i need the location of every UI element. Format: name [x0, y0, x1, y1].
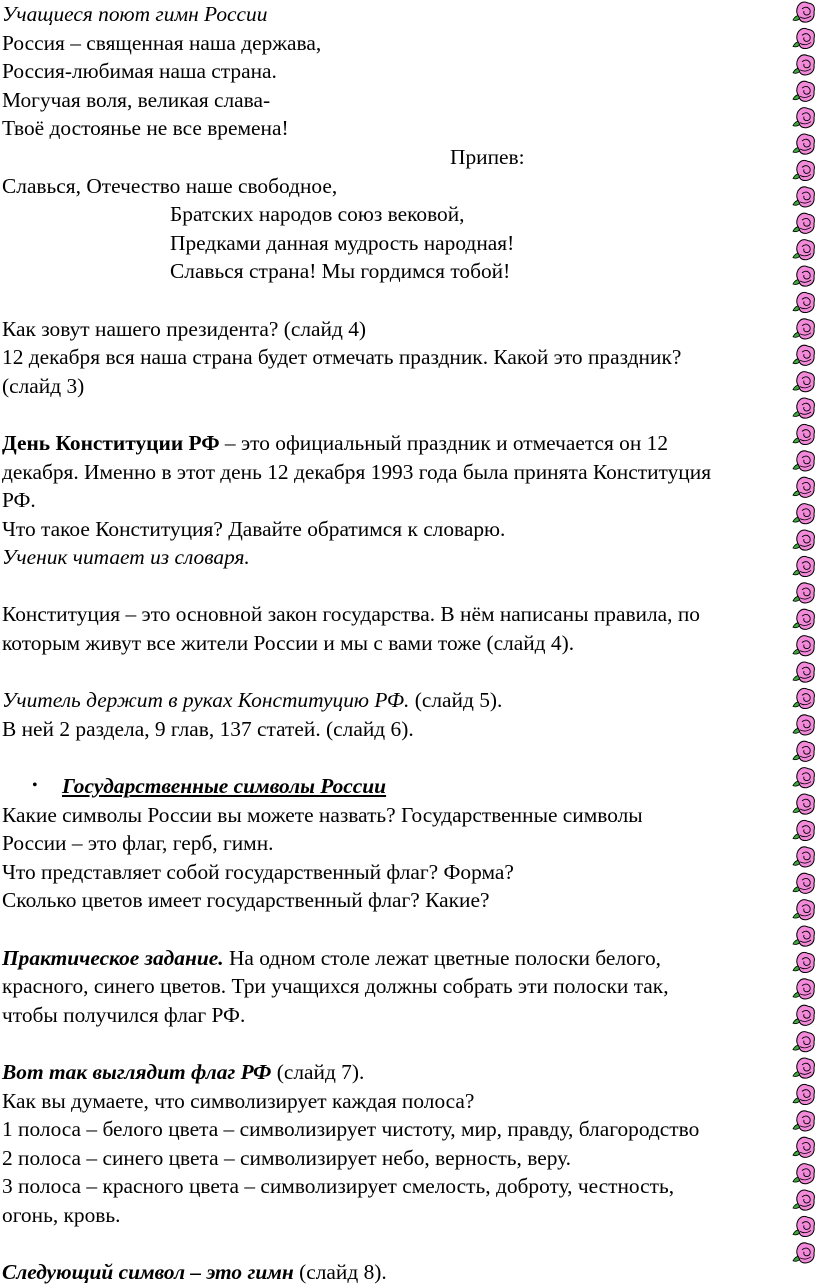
stripe-blue: 2 полоса – синего цвета – символизирует небо, верность, веру. — [2, 1145, 572, 1170]
constitution-definition-line-2: которым живут все жители России и мы с вами тоже (слайд 4). — [2, 631, 575, 656]
chorus-label: Припев: — [450, 144, 525, 169]
practical-task-line-2: красного, синего цветов. Три учащихся должны собрать эти полоски так, — [2, 974, 669, 999]
chorus-line-3: Предками данная мудрость народная! — [170, 230, 515, 255]
rose-icon — [793, 81, 814, 101]
constitution-day-line-3: РФ. — [2, 488, 36, 513]
rose-icon — [793, 688, 814, 708]
chorus-line-4: Славься страна! Мы гордимся тобой! — [170, 259, 511, 284]
rose-icon — [793, 741, 814, 761]
teacher-slide-ref: (слайд 5). — [409, 688, 503, 713]
rose-icon — [793, 160, 814, 180]
rose-icon — [793, 900, 814, 920]
anthem-verse-line-3: Могучая воля, великая слава- — [2, 87, 271, 112]
rose-icon — [793, 979, 814, 999]
stage-direction-dictionary: Ученик читает из словаря. — [2, 545, 250, 570]
rose-icon — [793, 424, 814, 444]
spacer — [2, 1230, 792, 1259]
rose-icon — [793, 134, 814, 154]
constitution-structure: В ней 2 раздела, 9 глав, 137 статей. (слайд 6). — [2, 716, 414, 741]
spacer — [2, 400, 792, 429]
rose-icon — [793, 820, 814, 840]
rose-icon — [793, 530, 814, 550]
rose-icon — [793, 504, 814, 524]
spacer — [2, 743, 792, 772]
rose-icon — [793, 187, 814, 207]
symbols-question-line-1: Какие символы России вы можете назвать? Государственные символы — [2, 802, 643, 827]
rose-icon — [793, 1084, 814, 1104]
rose-icon — [793, 477, 814, 497]
rose-icon — [793, 794, 814, 814]
rose-icon — [793, 345, 814, 365]
rose-icon — [793, 398, 814, 418]
rose-icon — [793, 1216, 814, 1236]
spacer — [2, 286, 792, 315]
rose-icon — [793, 2, 814, 22]
next-symbol-term: Следующий символ – это гимн — [2, 1260, 294, 1285]
rose-icon — [793, 1032, 814, 1052]
flag-looks-like-term: Вот так выглядит флаг РФ — [2, 1059, 272, 1084]
rose-icon — [793, 108, 814, 128]
rose-icon — [793, 372, 814, 392]
teacher-direction: Учитель держит в руках Конституцию РФ. — [2, 688, 410, 713]
question-constitution: Что такое Конституция? Давайте обратимся к словарю. — [2, 516, 506, 541]
rose-icon — [793, 847, 814, 867]
anthem-verse-line-4: Твоё достоянье не все времена! — [2, 116, 289, 141]
stripe-question: Как вы думаете, что символизирует каждая полоса? — [2, 1088, 475, 1113]
constitution-day-line-2: декабря. Именно в этот день 12 декабря 1993 года была принята Конституция — [2, 459, 712, 484]
chorus-line-2: Братских народов союз вековой, — [170, 202, 465, 227]
constitution-day-paragraph — [2, 429, 792, 458]
practical-task-line-3: чтобы получился флаг РФ. — [2, 1002, 246, 1027]
rose-icon — [793, 1005, 814, 1025]
rose-icon — [793, 1243, 814, 1263]
rose-border — [790, 0, 816, 1266]
rose-icon — [793, 1164, 814, 1184]
rose-icon — [793, 266, 814, 286]
question-holiday: 12 декабря вся наша страна будет отмечать праздник. Какой это праздник? — [2, 345, 682, 370]
constitution-day-text: – это официальный праздник и отмечается он 12 — [219, 430, 669, 455]
rose-icon — [793, 952, 814, 972]
flag-looks-like — [2, 1058, 792, 1087]
anthem-verse-line-2: Россия-любимая наша страна. — [2, 59, 277, 84]
spacer — [2, 572, 792, 601]
practical-task-text: На одном столе лежат цветные полоски белого, — [223, 945, 662, 970]
chorus-line-1: Славься, Отечество наше свободное, — [2, 173, 338, 198]
rose-icon — [793, 319, 814, 339]
rose-icon — [793, 768, 814, 788]
rose-icon — [793, 28, 814, 48]
rose-icon — [793, 1190, 814, 1210]
rose-icon — [793, 926, 814, 946]
rose-icon — [793, 213, 814, 233]
rose-icon — [793, 715, 814, 735]
rose-icon — [793, 662, 814, 682]
rose-icon — [793, 55, 814, 75]
spacer — [2, 1029, 792, 1058]
constitution-definition-line-1: Конституция – это основной закон государства. В нём написаны правила, по — [2, 602, 701, 627]
document-body — [2, 0, 792, 1287]
bullet-icon: • — [32, 777, 38, 795]
stage-direction-anthem: Учащиеся поют гимн России — [2, 2, 268, 26]
rose-icon — [793, 609, 814, 629]
flag-question-shape: Что представляет собой государственный флаг? Форма? — [2, 859, 514, 884]
symbols-question-line-2: России – это флаг, герб, гимн. — [2, 831, 274, 856]
rose-icon — [793, 873, 814, 893]
question-holiday-slide: (слайд 3) — [2, 373, 85, 398]
practical-task-line-1 — [2, 944, 792, 973]
rose-icon — [793, 1137, 814, 1157]
rose-icon — [793, 240, 814, 260]
next-symbol-anthem — [2, 1258, 792, 1287]
rose-icon — [793, 1058, 814, 1078]
stripe-red-line-1: 3 полоса – красного цвета – символизирует смелость, доброту, честность, — [2, 1174, 675, 1199]
question-president: Как зовут нашего президента? (слайд 4) — [2, 316, 367, 341]
rose-border-art — [790, 0, 816, 1266]
section-heading-symbols — [2, 772, 792, 801]
stripe-white: 1 полоса – белого цвета – символизирует чистоту, мир, правду, благородство — [2, 1117, 700, 1142]
practical-task-term: Практическое задание. — [2, 945, 224, 970]
rose-icon — [793, 636, 814, 656]
section-heading-text: Государственные символы России — [62, 774, 387, 799]
rose-icon — [793, 556, 814, 576]
anthem-verse-line-1: Россия – священная наша держава, — [2, 30, 322, 55]
rose-icon — [793, 583, 814, 603]
rose-icon — [793, 451, 814, 471]
next-symbol-slide: (слайд 8). — [293, 1260, 387, 1285]
spacer — [2, 915, 792, 944]
rose-icon — [793, 1111, 814, 1131]
rose-icon — [793, 292, 814, 312]
constitution-day-term: День Конституции РФ — [2, 430, 220, 455]
stripe-red-line-2: огонь, кровь. — [2, 1202, 121, 1227]
spacer — [2, 658, 792, 687]
flag-question-colors: Сколько цветов имеет государственный флаг? Какие? — [2, 888, 490, 913]
flag-looks-like-slide: (слайд 7). — [271, 1059, 365, 1084]
teacher-holds-constitution — [2, 686, 792, 715]
